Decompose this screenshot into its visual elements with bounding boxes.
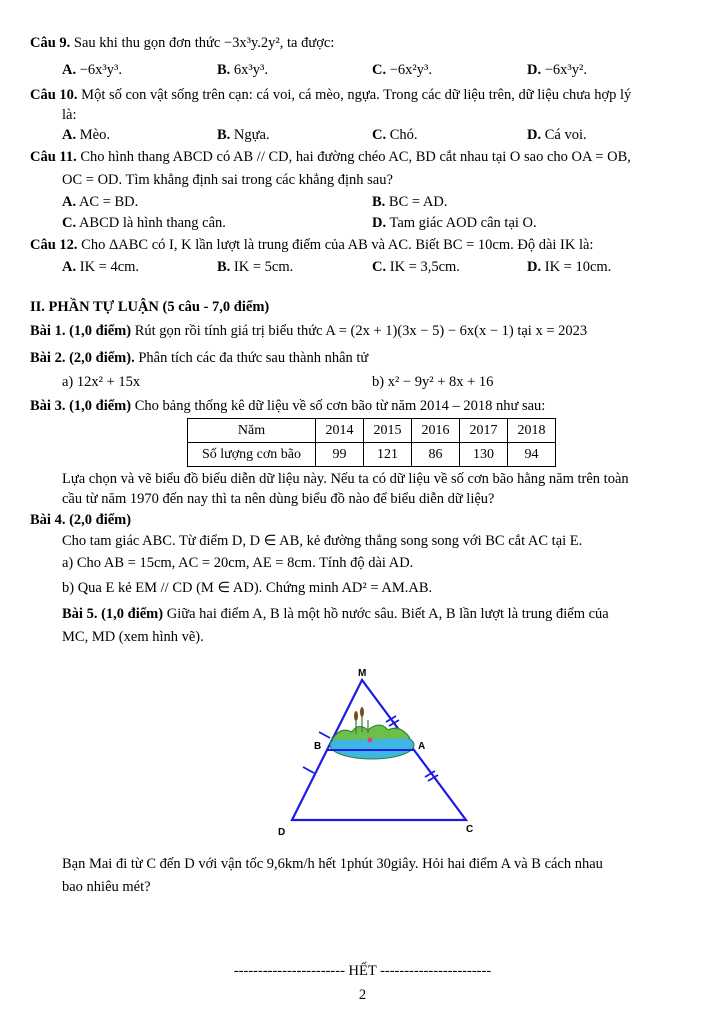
b4-b: b) Qua E kẻ EM // CD (M ∈ AD). Chứng minh AD² = AM.AB. xyxy=(62,580,433,596)
part2-heading: II. PHẦN TỰ LUẬN (5 câu - 7,0 điểm) xyxy=(30,299,270,315)
table-row: Số lượng cơn bão 99 121 86 130 94 xyxy=(188,443,556,467)
q11-label: Câu 11. xyxy=(30,149,77,165)
b4-label: Bài 4. (2,0 điểm) xyxy=(30,512,132,528)
q10-opt-c: C. Chó. xyxy=(372,127,418,143)
b2-label: Bài 2. (2,0 điểm). xyxy=(30,350,135,366)
b2-b: b) x² − 9y² + 8x + 16 xyxy=(372,374,494,390)
q11-opt-d: D. Tam giác AOD cân tại O. xyxy=(372,215,537,231)
tick-mark xyxy=(303,767,314,773)
q9-opt-d: D. −6x³y². xyxy=(527,62,587,78)
lake-image xyxy=(330,707,414,759)
tick-mark xyxy=(389,720,399,726)
q9-opt-c: C. −6x²y³. xyxy=(372,62,432,78)
b5-line xyxy=(62,605,609,624)
q12-line xyxy=(30,236,593,255)
b2-text: Phân tích các đa thức sau thành nhân tử xyxy=(138,350,369,366)
q11-line2: OC = OD. Tìm khẳng định sai trong các khẳng định sau? xyxy=(62,172,393,188)
page-number: 2 xyxy=(358,987,367,1003)
b1-line xyxy=(30,322,587,341)
b5-line2: MC, MD (xem hình vẽ). xyxy=(62,629,204,645)
b5-label: Bài 5. (1,0 điểm) xyxy=(62,606,164,622)
end-marker: ----------------------- HẾT ----------------------- xyxy=(233,963,492,979)
q10-line xyxy=(30,86,631,105)
q9-text: Sau khi thu gọn đơn thức −3x³y.2y², ta được: xyxy=(73,35,335,51)
label-a: A xyxy=(418,741,426,752)
b5-line3: Bạn Mai đi từ C đến D với vận tốc 9,6km/h hết 1phút 30giây. Hỏi hai điểm A và B cách nhau xyxy=(62,856,603,872)
b3-line3: cầu từ năm 1970 đến nay thì ta nên dùng biểu đồ nào để biểu diễn dữ liệu? xyxy=(62,491,495,507)
b2-a: a) 12x² + 15x xyxy=(62,374,141,390)
label-c: C xyxy=(466,824,474,835)
q11-opt-c: C. ABCD là hình thang cân. xyxy=(62,215,226,231)
tick-mark xyxy=(386,716,396,722)
b1-label: Bài 1. (1,0 điểm) xyxy=(30,323,132,339)
q12-text: Cho ΔABC có I, K lần lượt là trung điểm của AB và AC. Biết BC = 10cm. Độ dài IK là: xyxy=(81,237,594,253)
b5-line4: bao nhiêu mét? xyxy=(62,879,151,895)
q11-opt-a: A. AC = BD. xyxy=(62,194,139,210)
q10-opt-d: D. Cá voi. xyxy=(527,127,587,143)
q10-label: Câu 10. xyxy=(30,87,78,103)
q11-text: Cho hình thang ABCD có AB // CD, hai đường chéo AC, BD cắt nhau tại O sao cho OA = OB, xyxy=(80,149,631,165)
b2-line xyxy=(30,349,368,368)
q10-opt-a: A. Mèo. xyxy=(62,127,110,143)
table-row: Năm 2014 2015 2016 2017 2018 xyxy=(188,419,556,443)
b3-label: Bài 3. (1,0 điểm) xyxy=(30,398,132,414)
b4-text: Cho tam giác ABC. Từ điểm D, D ∈ AB, kẻ đường thẳng song song với BC cắt AC tại E. xyxy=(62,533,583,549)
storm-table xyxy=(187,418,556,467)
q9-opt-a: A. −6x³y³. xyxy=(62,62,122,78)
b3-line xyxy=(30,397,545,416)
label-b: B xyxy=(314,741,322,752)
q11-line xyxy=(30,148,631,167)
triangle-figure xyxy=(270,660,490,840)
label-d: D xyxy=(278,827,286,838)
q12-label: Câu 12. xyxy=(30,237,78,253)
b4-a: a) Cho AB = 15cm, AC = 20cm, AE = 8cm. Tính độ dài AD. xyxy=(62,555,414,571)
q10-opt-b: B. Ngựa. xyxy=(217,127,270,143)
q10-line2: là: xyxy=(62,107,77,123)
q12-opt-b: B. IK = 5cm. xyxy=(217,259,294,275)
b3-text: Cho bảng thống kê dữ liệu về số cơn bão từ năm 2014 – 2018 như sau: xyxy=(134,398,546,414)
q12-opt-a: A. IK = 4cm. xyxy=(62,259,140,275)
q9-line xyxy=(30,34,334,53)
b3-line2: Lựa chọn và vẽ biểu đồ biểu diễn dữ liệu này. Nếu ta có dữ liệu về số cơn bão hằng năm trên toàn xyxy=(62,471,629,487)
q9-label: Câu 9. xyxy=(30,35,71,51)
q12-opt-d: D. IK = 10cm. xyxy=(527,259,612,275)
label-m: M xyxy=(358,668,367,679)
b5-text: Giữa hai điểm A, B là một hồ nước sâu. Biết A, B lần lượt là trung điểm của xyxy=(166,606,609,622)
tick-mark xyxy=(319,732,330,738)
q9-opt-b: B. 6x³y³. xyxy=(217,62,268,78)
q11-opt-b: B. BC = AD. xyxy=(372,194,448,210)
q10-text: Một số con vật sống trên cạn: cá voi, cá mèo, ngựa. Trong các dữ liệu trên, dữ liệu chưa hợp lý xyxy=(81,87,632,103)
q12-opt-c: C. IK = 3,5cm. xyxy=(372,259,460,275)
b1-text: Rút gọn rồi tính giá trị biểu thức A = (2x + 1)(3x − 5) − 6x(x − 1) tại x = 2023 xyxy=(134,323,588,339)
